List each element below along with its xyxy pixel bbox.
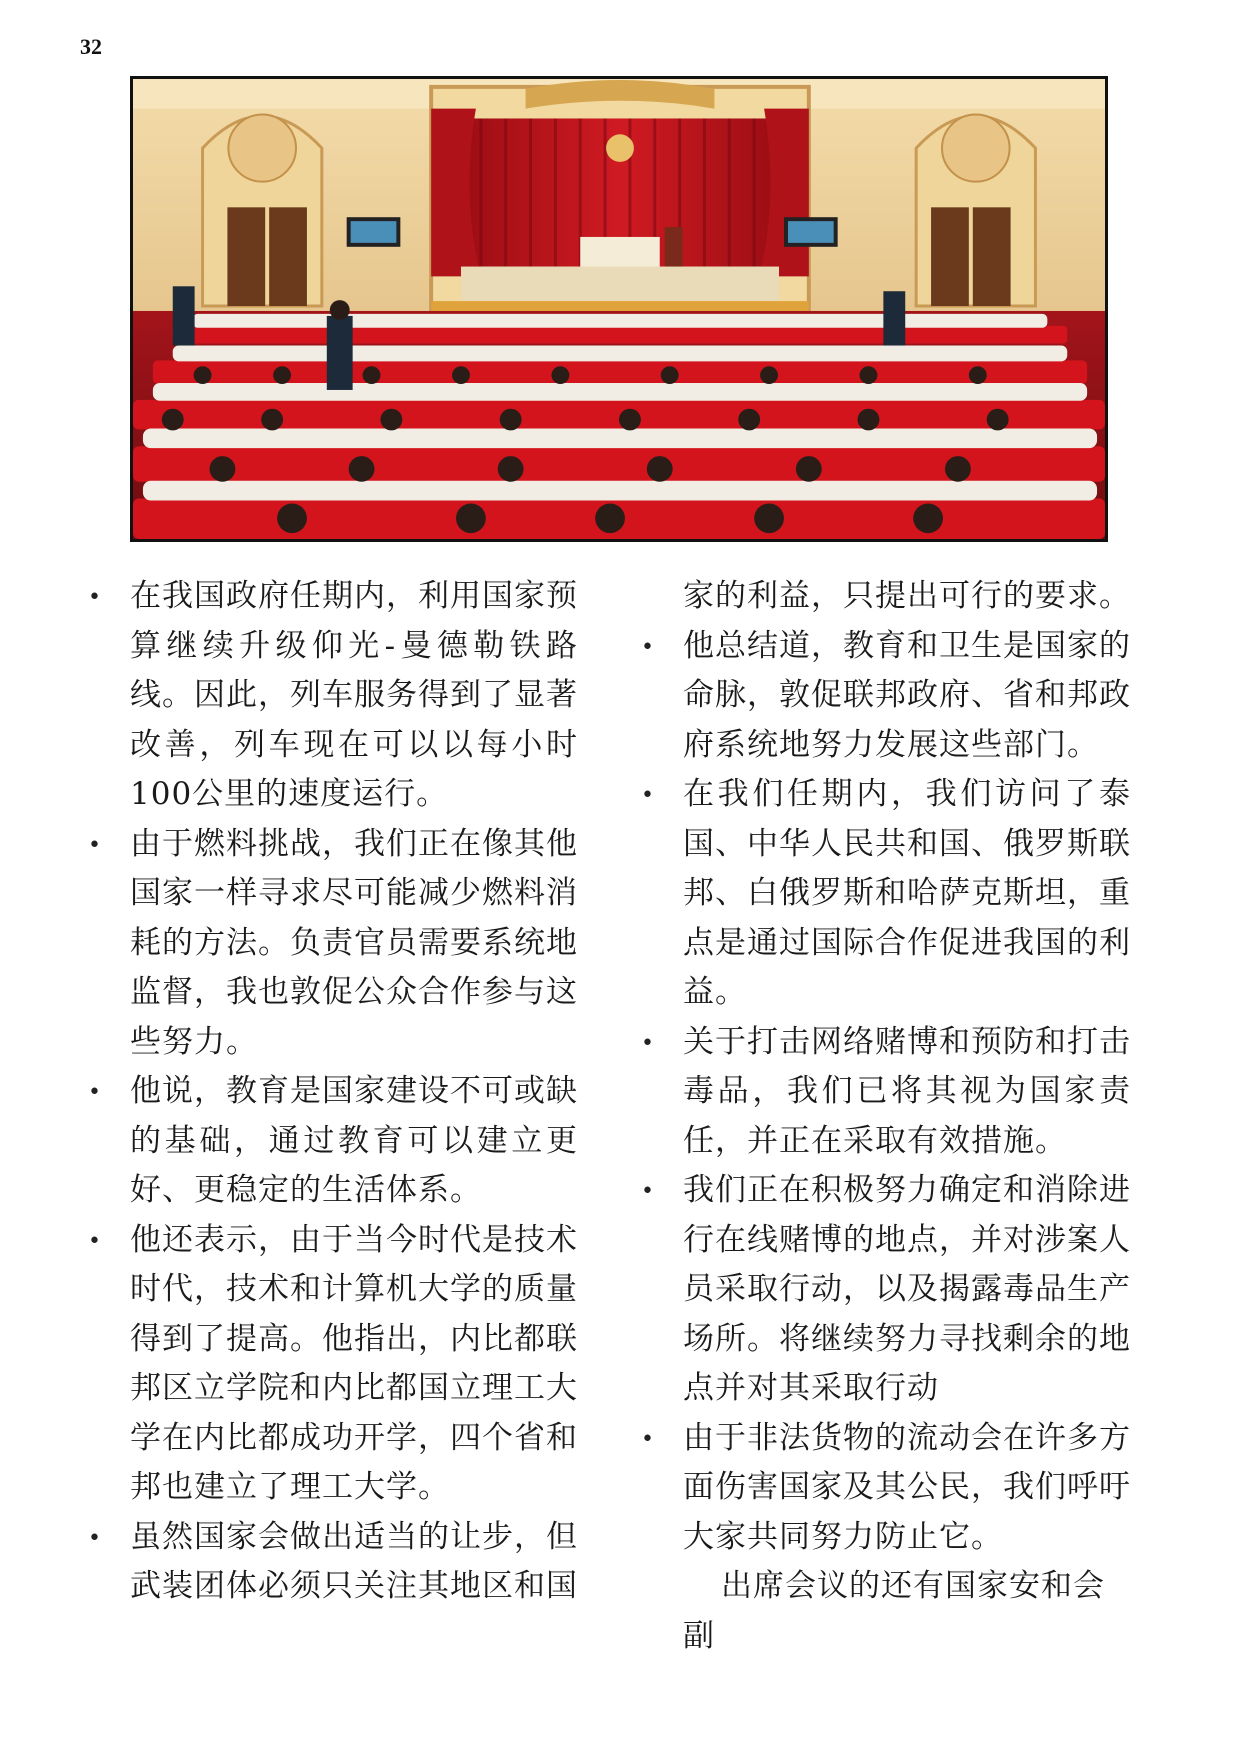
bullet-item: • 由于非法货物的流动会在许多方面伤害国家及其公民，我们呼吁大家共同努力防止它。 bbox=[641, 1414, 1131, 1563]
bullet-item: • 他说，教育是国家建设不可或缺的基础，通过教育可以建立更好、更稳定的生活体系。 bbox=[88, 1067, 578, 1216]
left-column bbox=[88, 572, 578, 1612]
bullet-item: • 虽然国家会做出适当的让步，但武装团体必须只关注其地区和国 bbox=[88, 1513, 578, 1612]
bullet-continuation: 家的利益，只提出可行的要求。 bbox=[683, 578, 1131, 614]
bullet-item: • 由于燃料挑战，我们正在像其他国家一样寻求尽可能减少燃料消耗的方法。负责官员需要系统地监督，我也敦促公众合作参与这些努力。 bbox=[88, 820, 578, 1068]
conference-hall-photo bbox=[130, 76, 1108, 542]
bullet-item: • 我们正在积极努力确定和消除进行在线赌博的地点，并对涉案人员采取行动，以及揭露毒品生产场所。将继续努力寻找剩余的地点并对其采取行动 bbox=[641, 1166, 1131, 1414]
bullet-item: • 关于打击网络赌博和预防和打击毒品，我们已将其视为国家责任，并正在采取有效措施。 bbox=[641, 1018, 1131, 1167]
closing-paragraph: 出席会议的还有国家安和会副 bbox=[683, 1568, 1105, 1654]
right-column bbox=[641, 572, 1131, 1661]
bullet-item: • 他还表示，由于当今时代是技术时代，技术和计算机大学的质量得到了提高。他指出，内比都联邦区立学院和内比都国立理工大学在内比都成功开学，四个省和邦也建立了理工大学。 bbox=[88, 1216, 578, 1513]
bullet-item: • 他总结道，教育和卫生是国家的命脉，敦促联邦政府、省和邦政府系统地努力发展这些部门。 bbox=[641, 622, 1131, 771]
bullet-item: • 在我们任期内，我们访问了泰国、中华人民共和国、俄罗斯联邦、白俄罗斯和哈萨克斯坦，重点是通过国际合作促进我国的利益。 bbox=[641, 770, 1131, 1018]
page-number: 32 bbox=[80, 34, 102, 59]
bullet-item: • 在我国政府任期内，利用国家预算继续升级仰光-曼德勒铁路线。因此，列车服务得到了显著改善，列车现在可以以每小时100公里的速度运行。 bbox=[88, 572, 578, 820]
